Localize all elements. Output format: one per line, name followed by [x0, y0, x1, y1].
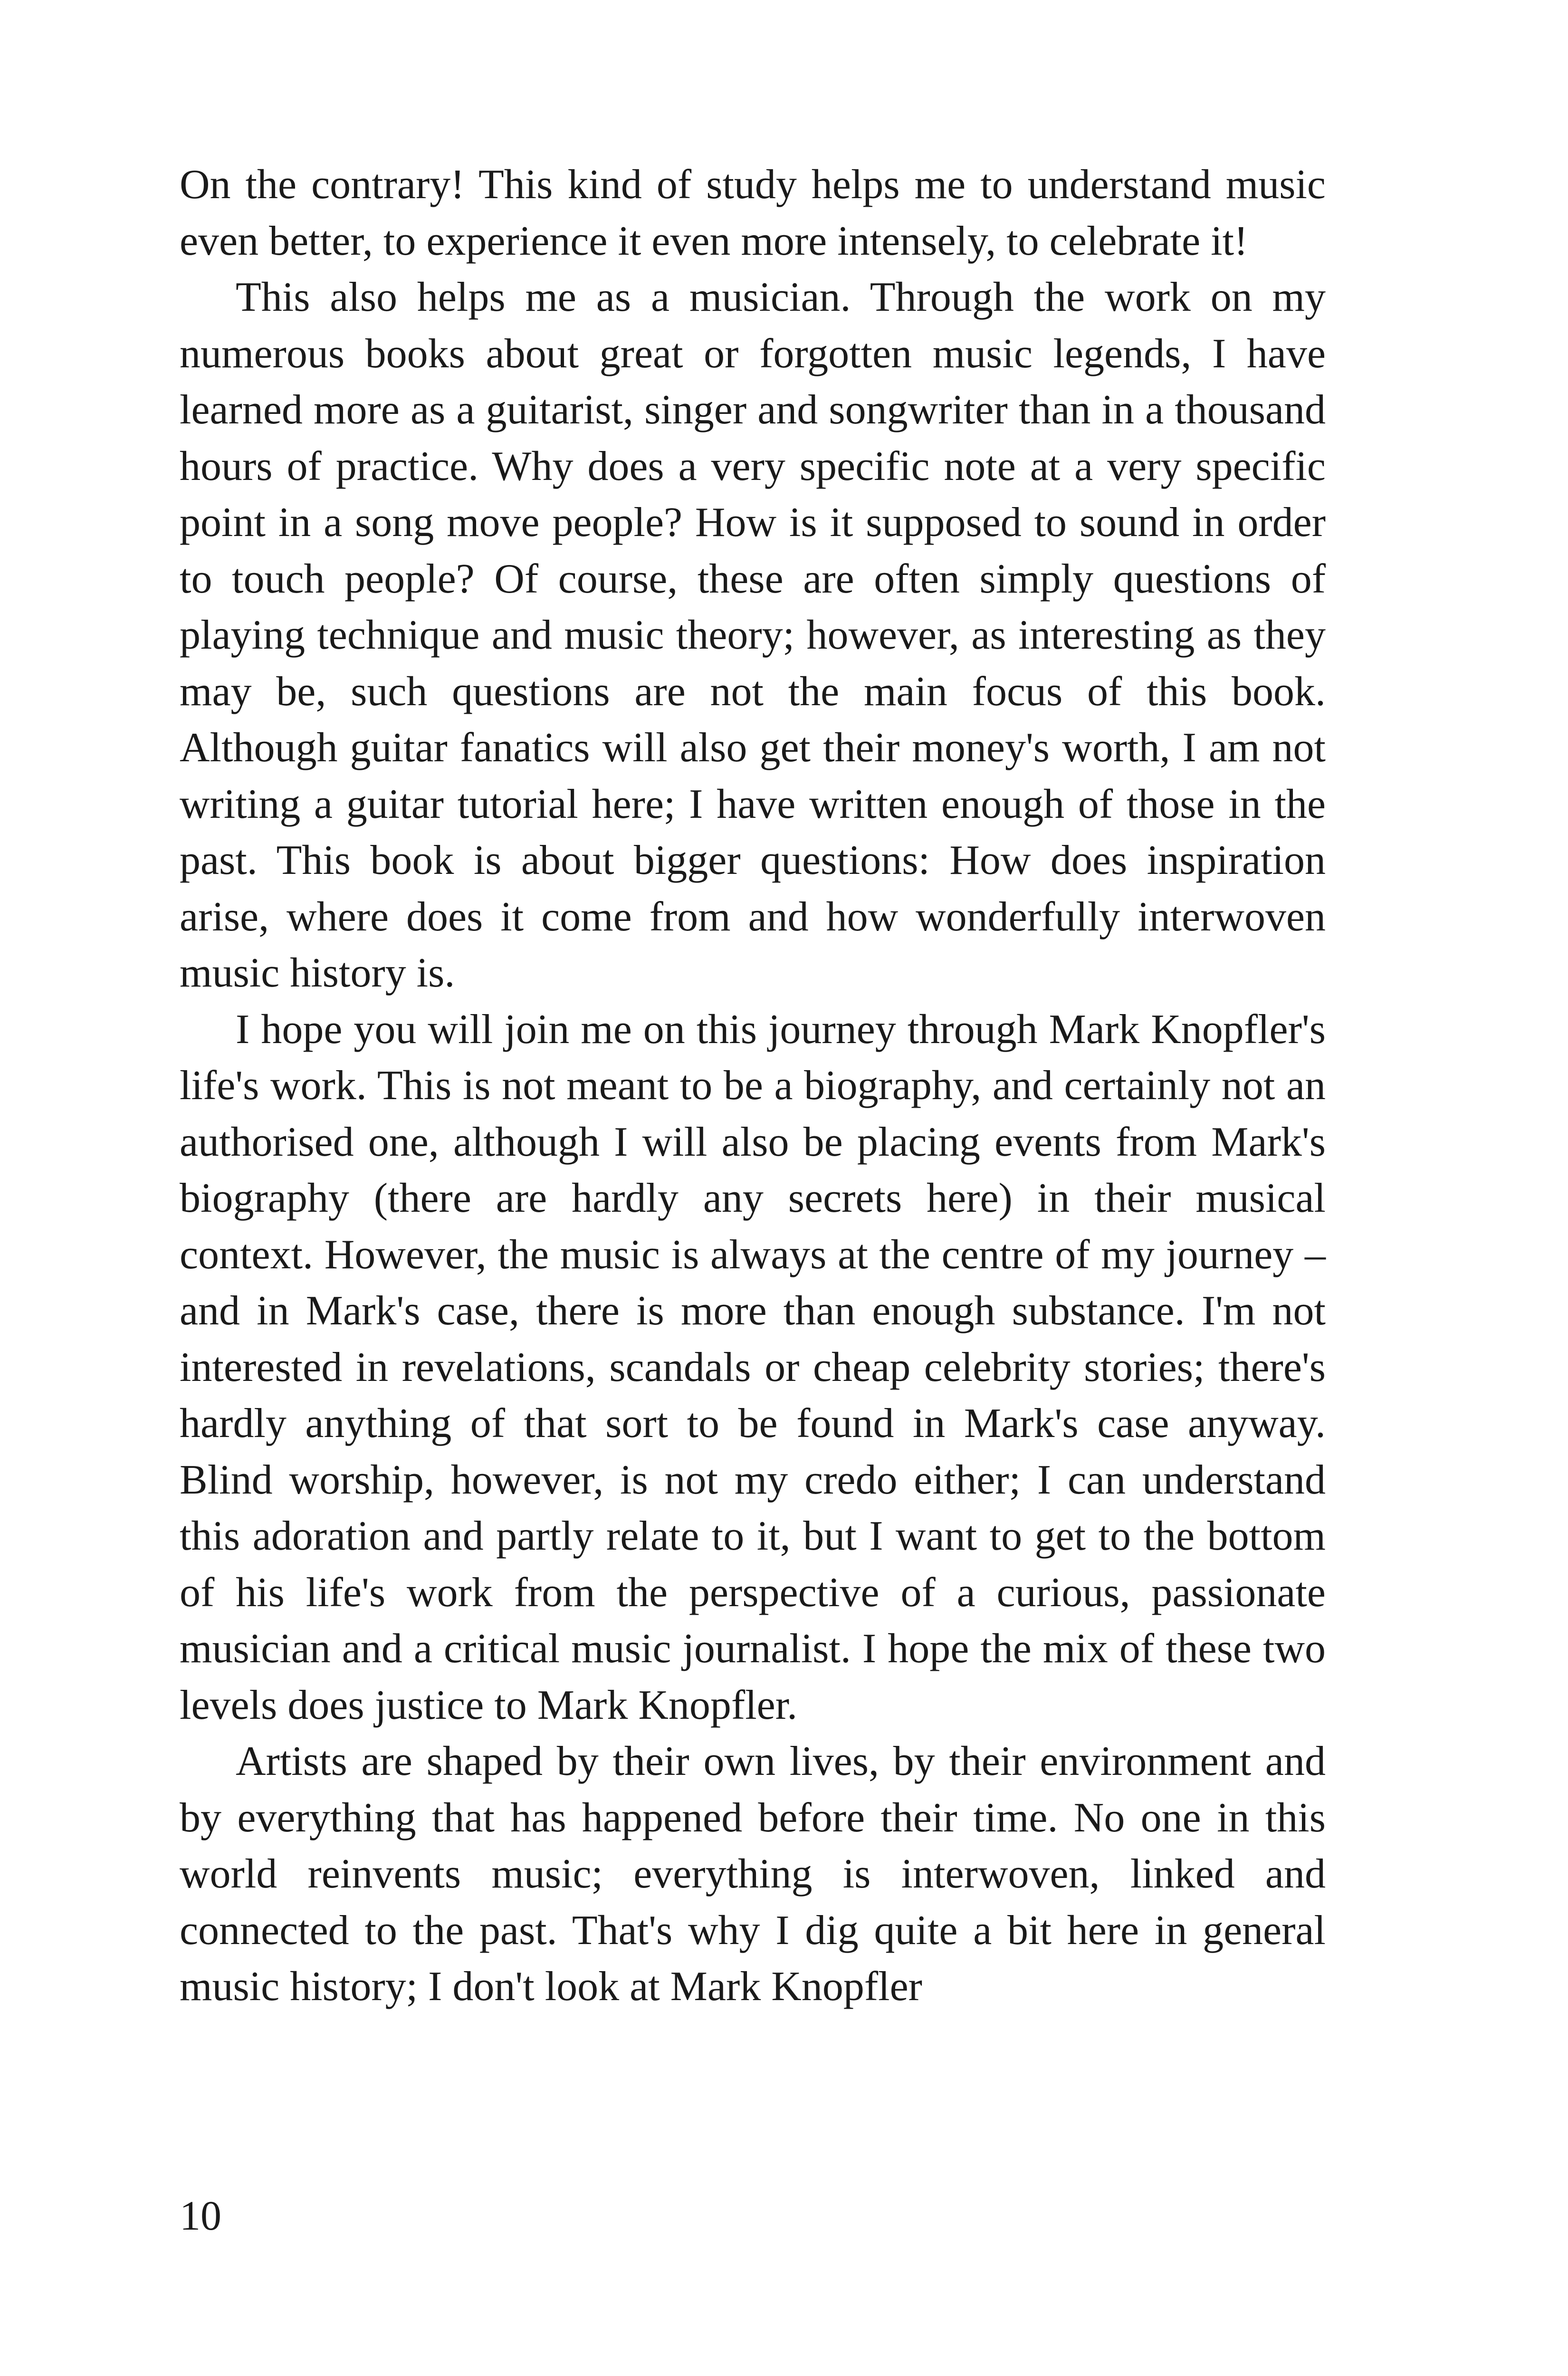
body-text [180, 157, 1326, 2015]
page-number: 10 [180, 2193, 221, 2239]
paragraph-2: This also helps me as a musician. Through the work on my numerous books about great or forgotten music legends, I have learned more as a guitarist, singer and songwriter than in a thousand hours of practice. Why does a very specific note at a very specific point in a song move people? How is it supposed to sound in order to touch people? Of course, these are often simply questions of playing technique and music theory; however, as interesting as they may be, such questions are not the main focus of this book. Although guitar fanatics will also get their money's worth, I am not writing a guitar tutorial here; I have written enough of those in the past. This book is about bigger questions: How does inspiration arise, where does it come from and how wonderfully interwoven music history is. [180, 274, 1326, 996]
paragraph-1: On the contrary! This kind of study helps me to understand music even better, to experience it even more intensely, to celebrate it! [180, 162, 1326, 264]
paragraph-3: I hope you will join me on this journey through Mark Knopfler's life's work. This is not meant to be a biography, and certainly not an authorised one, although I will also be placing events from Mark's biography (there are hardly any secrets here) in their musical context. However, the music is always at the centre of my journey – and in Mark's case, there is more than enough substance. I'm not interested in revelations, scandals or cheap celebrity stories; there's hardly anything of that sort to be found in Mark's case anyway. Blind worship, however, is not my credo either; I can understand this adoration and partly relate to it, but I want to get to the bottom of his life's work from the perspective of a curious, passionate musician and a critical music journalist. I hope the mix of these two levels does justice to Mark Knopfler. [180, 1006, 1326, 1728]
paragraph-4: Artists are shaped by their own lives, by their environment and by everything that has happened before their time. No one in this world reinvents music; everything is interwoven, linked and connected to the past. That's why I dig quite a bit here in general music history; I don't look at Mark Knopfler [180, 1738, 1326, 2010]
